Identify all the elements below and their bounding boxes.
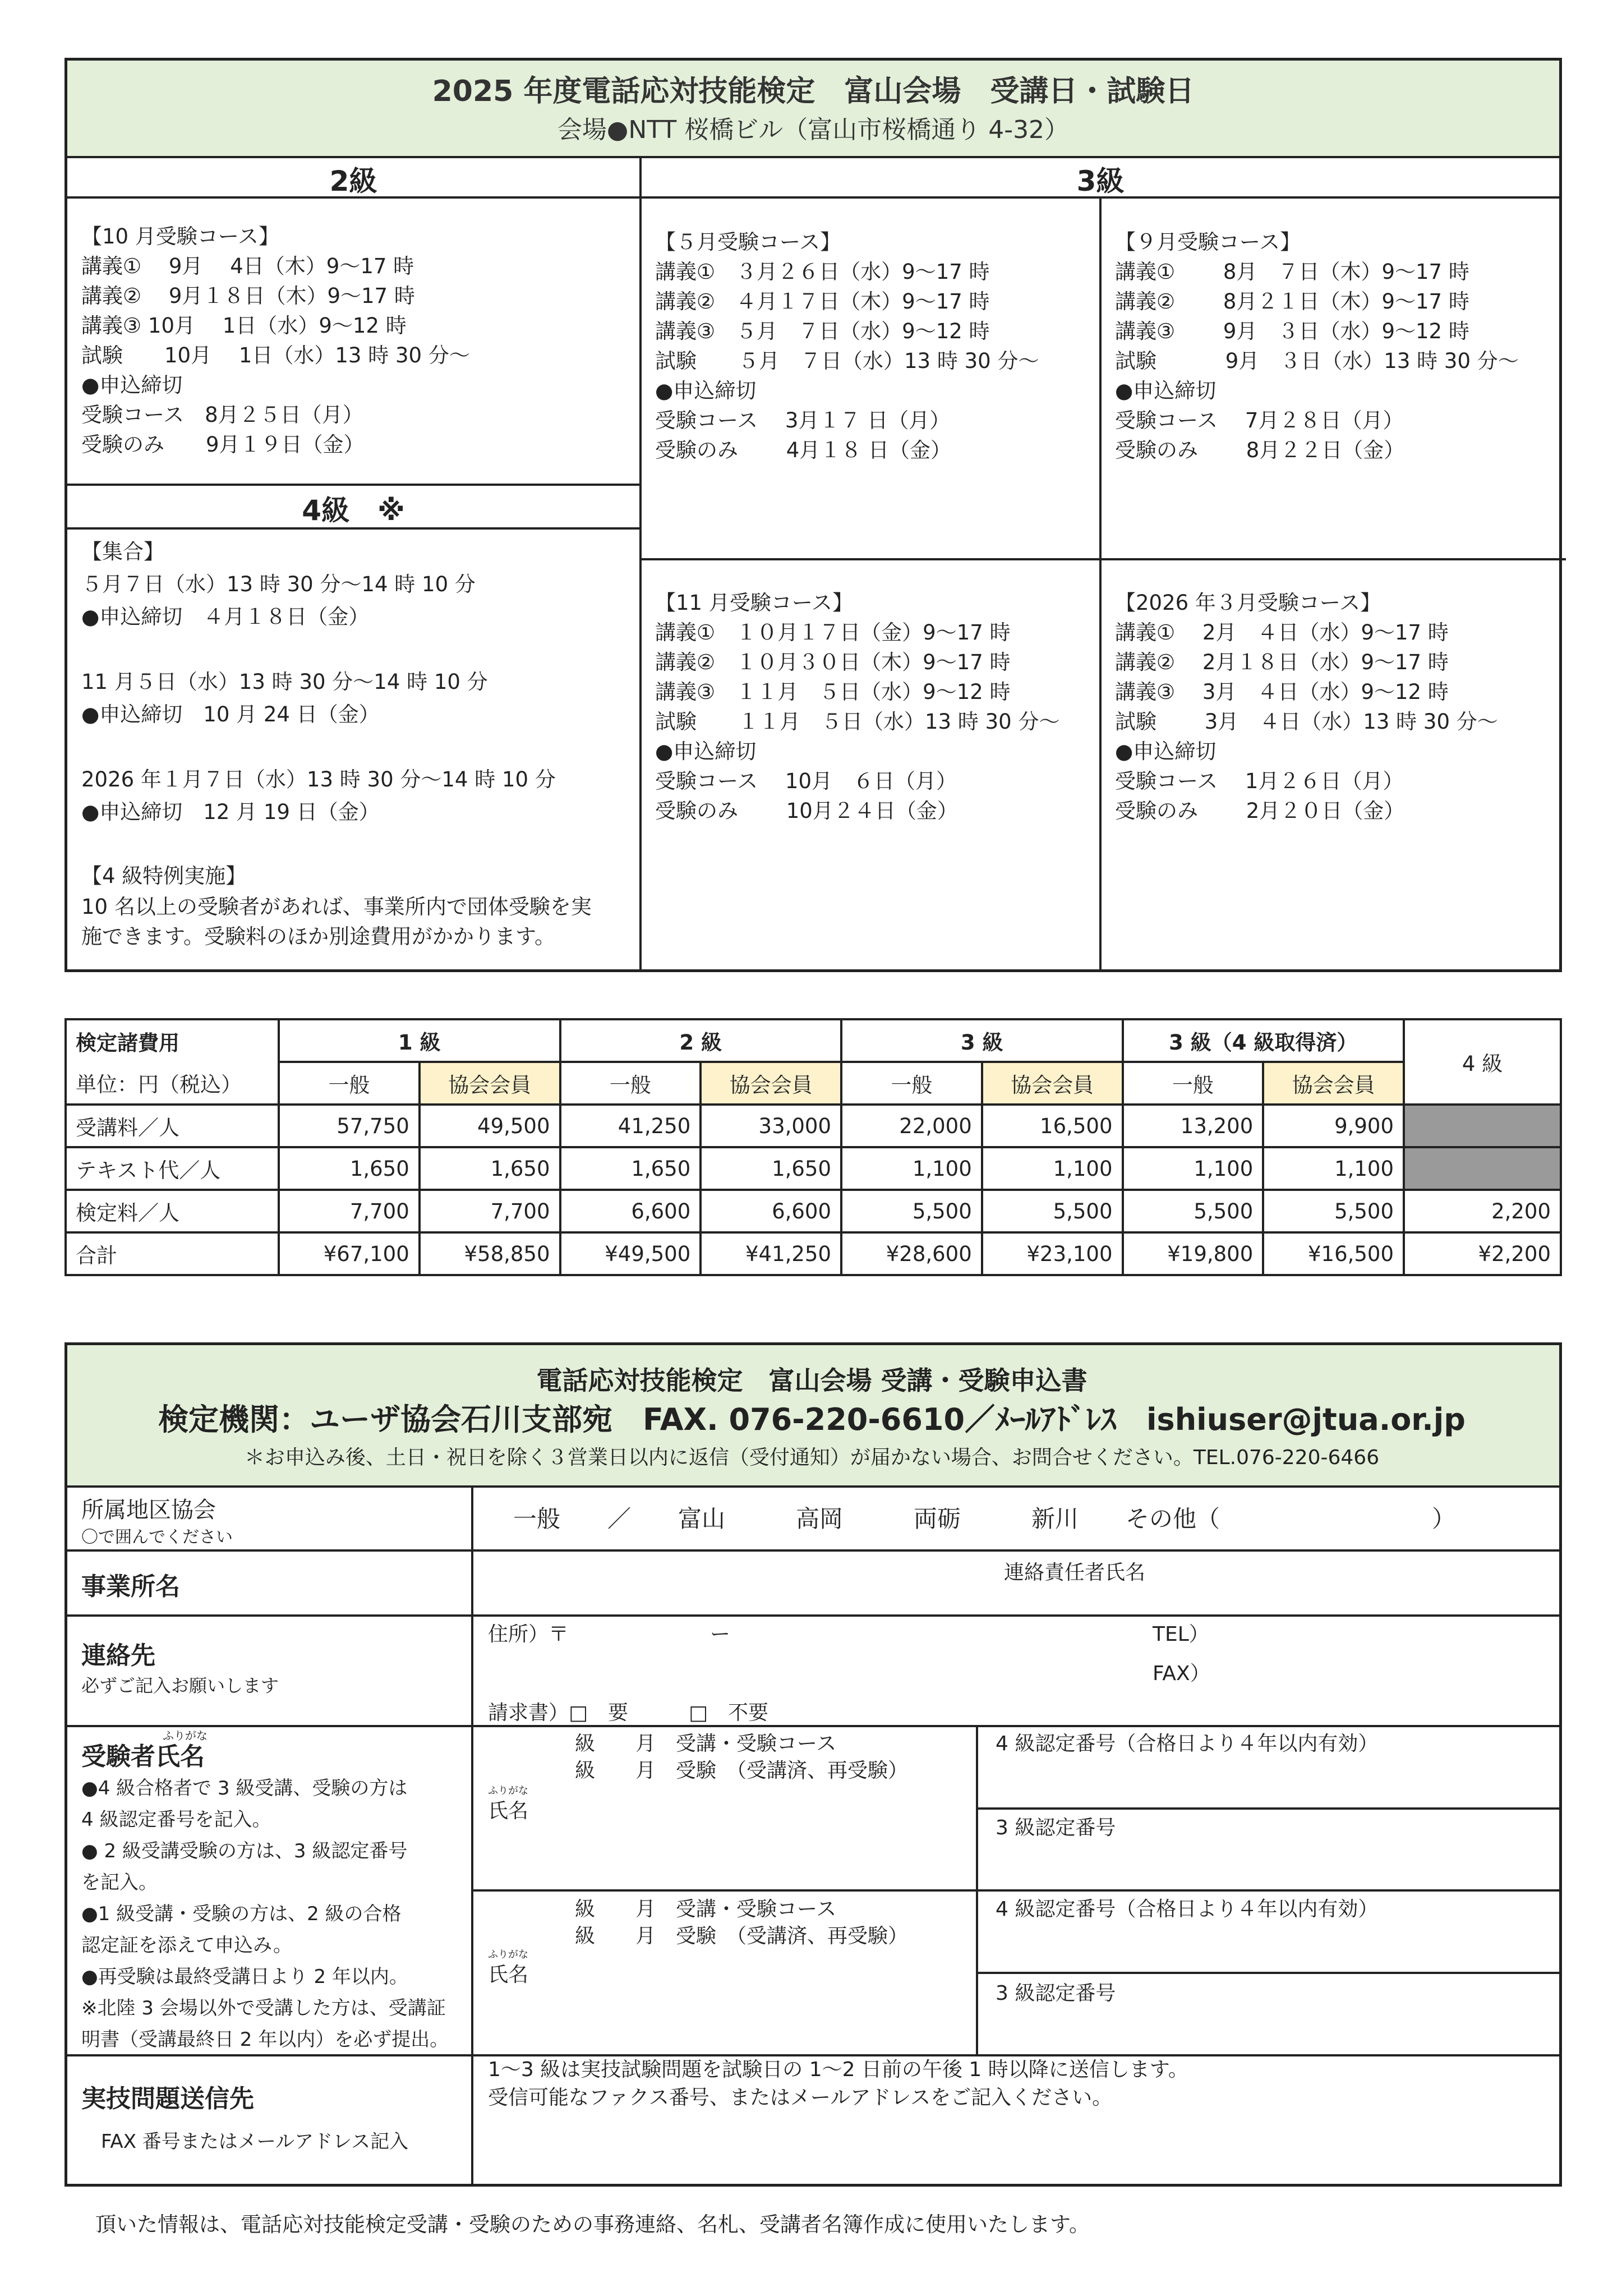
region-sub: 〇で囲んでください [81, 1527, 233, 1547]
fee-cell: ¥23,100 [982, 1232, 1123, 1275]
g3-cert-label-1: 3 級認定番号 [996, 1816, 1116, 1839]
fee-grade-2: 2 級 [560, 1019, 842, 1062]
fee-cell: 9,900 [1263, 1105, 1404, 1147]
fee-cell: 5,500 [1263, 1190, 1404, 1232]
fee-col-member: 協会会員 [982, 1062, 1123, 1105]
fee-cell: 6,600 [701, 1190, 841, 1232]
fee-cell: 16,500 [982, 1105, 1123, 1147]
sched-header-divider [64, 156, 1562, 158]
fee-cell: 7,700 [279, 1190, 420, 1232]
fee-cell: 1,100 [1123, 1147, 1264, 1190]
fee-cell: 1,100 [1263, 1147, 1404, 1190]
g3-col-divider [1099, 197, 1102, 970]
fee-cell: 1,650 [420, 1147, 560, 1190]
g4-special-title: 【4 級特例実施】 [81, 864, 247, 888]
region-options[interactable]: 一般 ／ 富山 高岡 両砺 新川 その他（ ） [513, 1505, 1456, 1533]
fee-cell: 57,750 [279, 1105, 420, 1147]
contact-label: 連絡先 [81, 1641, 155, 1670]
fee-row-lecture [66, 1105, 1561, 1147]
applicant-label: 受験者氏名 [81, 1742, 205, 1771]
fee-cell: 41,250 [560, 1105, 701, 1147]
send-info: 1〜3 級は実技試験問題を試験日の 1〜2 日前の午後 1 時以降に送信します。 受信可能なファクス番号、またはメールアドレスをご記入ください。 [488, 2058, 1188, 2109]
cert-col-divider [976, 1726, 978, 2055]
fax-field[interactable]: FAX） [1153, 1662, 1210, 1685]
invoice-options[interactable]: 請求書）□ 要 □ 不要 [488, 1701, 769, 1724]
fee-cell: 1,650 [701, 1147, 841, 1190]
fee-col-member: 協会会員 [701, 1062, 841, 1105]
sched-border-top [64, 58, 1562, 61]
form-border-right [1559, 1342, 1562, 2187]
g3-cert-label-2: 3 級認定番号 [996, 1982, 1116, 2005]
fees-title: 検定諸費用 [66, 1019, 279, 1062]
fee-cell: 5,500 [982, 1190, 1123, 1232]
cert-divider-2 [977, 1972, 1560, 1974]
fee-cell-na [1404, 1105, 1561, 1147]
fees-unit: 単位：円（税込） [66, 1062, 279, 1105]
fee-cell: 1,100 [841, 1147, 982, 1190]
applicant-furigana: ふりがな [163, 1729, 208, 1742]
form-header-divider [64, 1485, 1562, 1488]
fee-col-general: 一般 [841, 1062, 982, 1105]
form-org: 検定機関：ユーザ協会石川支部宛 FAX. 076-220-6610／ﾒｰﾙｱﾄﾞﾚｽ ishiuser@jtua.or.jp [158, 1402, 1466, 1437]
contact-sub: 必ずご記入お願いします [81, 1675, 279, 1696]
schedule-title: 2025 年度電話応対技能検定 富山会場 受講日・試験日 [432, 75, 1195, 108]
fee-cell: ¥16,500 [1263, 1232, 1404, 1275]
fee-cell: 6,600 [560, 1190, 701, 1232]
form-row-divider-2 [64, 1614, 1562, 1617]
exam-choice-2[interactable]: 級 月 受験 （受講済、再受験） [575, 1925, 909, 1948]
course-g3-september: 【９月受験コース】 講義① 8月 ７日（木）9〜17 時 講義② 8月２１日（木）9〜17 時 講義③ 9月 ３日（水）9〜12 時 試験 9月 ３日（水）13 時 30 分〜 ●申込締切 受験コース 7月２８日（月） 受験のみ 8月２２日（金） [1115, 230, 1519, 462]
g4-special-body: 10 名以上の受験者があれば、事業所内で団体受験を実 施できます。受験料のほか別途費用がかかります。 [81, 895, 592, 949]
g4-divider-top [64, 484, 640, 486]
fee-cell: ¥49,500 [560, 1232, 701, 1275]
name-label-2: 氏名 [488, 1963, 529, 1986]
course-g3-november: 【11 月受験コース】 講義① １０月１７日（金）9〜17 時 講義② １０月３０日（木）9〜17 時 講義③ １１月 ５日（水）9〜12 時 試験 １１月 ５日（水）13 時 30 分〜 ●申込締切 受験コース 10月 ６日（月） 受験のみ 10月２４日（金） [655, 591, 1060, 823]
fee-col-member: 協会会員 [420, 1062, 560, 1105]
fee-row-exam [66, 1190, 1561, 1232]
applicant-notes: ●4 級合格者で 3 級受講、受験の方は 4 級認定番号を記入。 ● 2 級受講受験の方は、3 級認定番号 を記入。 ●1 級受講・受験の方は、2 級の合格 認定証を添えて申込み。 ●再受験は最終受講日より 2 年以内。 ※北陸 3 会場以外で受講した方は、受講証 明書（受講最終日 2 年以内）を必ず提出。 [81, 1777, 449, 2051]
g4-cert-label-2: 4 級認定番号（合格日より４年以内有効） [996, 1898, 1379, 1921]
form-label-divider [471, 1487, 473, 2185]
tel-field[interactable]: TEL） [1153, 1623, 1209, 1646]
send-sub: FAX 番号またはメールアドレス記入 [101, 2131, 409, 2153]
fee-cell: 13,200 [1123, 1105, 1264, 1147]
fee-row-label: テキスト代／人 [66, 1147, 279, 1190]
g3-row-divider [640, 558, 1566, 560]
form-row-divider-1 [64, 1549, 1562, 1552]
fees-table [64, 1018, 1562, 1276]
fee-grade-1: 1 級 [279, 1019, 560, 1062]
fee-row-text [66, 1147, 1561, 1190]
course-g4: 【集合】 ５月７日（水）13 時 30 分〜14 時 10 分 ●申込締切 ４月１８日（金） 11 月５日（水）13 時 30 分〜14 時 10 分 ●申込締切 10 月 24 日（金） 2026 年１月７日（水）13 時 30 分〜14 時 10 分 ●申込締切 12 月 19 日（金） [81, 540, 556, 824]
office-name-field[interactable] [474, 1552, 1556, 1614]
course-choice-2[interactable]: 級 月 受講・受験コース [575, 1898, 837, 1921]
fee-col-member: 協会会員 [1263, 1062, 1404, 1105]
fee-cell: 5,500 [1123, 1190, 1264, 1232]
exam-choice-1[interactable]: 級 月 受験 （受講済、再受験） [575, 1759, 909, 1782]
fee-cell: 22,000 [841, 1105, 982, 1147]
fee-col-general: 一般 [279, 1062, 420, 1105]
contact-person-label: 連絡責任者氏名 [1004, 1561, 1146, 1584]
sched-border-right [1559, 58, 1562, 972]
grade2-header: 2級 [329, 165, 377, 197]
fee-cell: ¥28,600 [841, 1232, 982, 1275]
fee-cell: 1,650 [560, 1147, 701, 1190]
course-choice-1[interactable]: 級 月 受講・受験コース [575, 1732, 837, 1755]
send-destination-field[interactable] [474, 2115, 1556, 2182]
fee-grade-3: 3 級 [841, 1019, 1123, 1062]
name-furigana-2: ふりがな [488, 1949, 528, 1961]
fee-cell-na [1404, 1147, 1561, 1190]
fee-grade-4: 4 級 [1404, 1019, 1561, 1105]
fee-row-label: 検定料／人 [66, 1190, 279, 1232]
g2-g3-divider [639, 157, 642, 970]
sched-border-bottom [64, 969, 1562, 972]
form-border-top [64, 1342, 1562, 1345]
fee-cell: ¥41,250 [701, 1232, 841, 1275]
fee-grade-3-with-4: 3 級（4 級取得済） [1123, 1019, 1404, 1062]
g4-cert-label-1: 4 級認定番号（合格日より４年以内有効） [996, 1732, 1379, 1755]
form-row-divider-3 [64, 1725, 1562, 1727]
fee-cell: 1,100 [982, 1147, 1123, 1190]
privacy-footer: 頂いた情報は、電話応対技能検定受講・受験のための事務連絡、名札、受講者名簿作成に使用いたします。 [95, 2212, 1090, 2237]
grade4-header: 4級 ※ [302, 494, 405, 527]
fee-cell: 5,500 [841, 1190, 982, 1232]
fee-row-label: 受講料／人 [66, 1105, 279, 1147]
fee-cell: 7,700 [420, 1190, 560, 1232]
venue: 会場●NTT 桜橋ビル（富山市桜橋通り 4-32） [557, 116, 1070, 144]
form-border-bottom [64, 2184, 1562, 2187]
fee-cell: 1,650 [279, 1147, 420, 1190]
fee-cell: ¥67,100 [279, 1232, 420, 1275]
fee-cell: 2,200 [1404, 1190, 1561, 1232]
fee-cell: ¥19,800 [1123, 1232, 1264, 1275]
fee-cell: ¥58,850 [420, 1232, 560, 1275]
fee-cell: 33,000 [701, 1105, 841, 1147]
applicant-split [472, 1889, 1560, 1892]
name-furigana-1: ふりがな [488, 1785, 528, 1797]
fee-cell: ¥2,200 [1404, 1232, 1561, 1275]
grade3-header: 3級 [1076, 165, 1125, 197]
form-title: 電話応対技能検定 富山会場 受講・受験申込書 [536, 1365, 1088, 1396]
cert-divider-1 [977, 1807, 1560, 1810]
region-label: 所属地区協会 [81, 1497, 216, 1523]
course-g3-march: 【2026 年３月受験コース】 講義① 2月 ４日（水）9〜17 時 講義② 2月１８日（水）9〜17 時 講義③ 3月 ４日（水）9〜12 時 試験 3月 ４日（水）13 時 30 分〜 ●申込締切 受験コース 1月２６日（月） 受験のみ 2月２０日（金） [1115, 591, 1498, 823]
course-g2-october: 【10 月受験コース】 講義① 9月 4日（木）9〜17 時 講義② 9月１８日（木）9〜17 時 講義③ 10月 1日（水）9〜12 時 試験 10月 1日（水）13 時 30 分〜 ●申込締切 受験コース 8月２５日（月） 受験のみ 9月１９日（金） [81, 224, 470, 457]
fee-row-label: 合計 [66, 1232, 279, 1275]
form-note: ＊お申込み後、土日・祝日を除く３営業日以内に返信（受付通知）が届かない場合、お問合せください。TEL.076-220-6466 [244, 1446, 1380, 1469]
fee-row-total [66, 1232, 1561, 1275]
address-field[interactable]: 住所）〒 ー [488, 1623, 731, 1646]
fee-cell: 49,500 [420, 1105, 560, 1147]
office-label: 事業所名 [81, 1572, 180, 1601]
fee-col-general: 一般 [560, 1062, 701, 1105]
name-label-1: 氏名 [488, 1800, 529, 1823]
fee-col-general: 一般 [1123, 1062, 1264, 1105]
form-border-left [64, 1342, 67, 2187]
course-g3-may: 【５月受験コース】 講義① ３月２６日（水）9〜17 時 講義② ４月１７日（木）9〜17 時 講義③ ５月 ７日（水）9〜12 時 試験 ５月 ７日（水）13 時 30 分〜 ●申込締切 受験コース 3月１７ 日（月） 受験のみ 4月１８ 日（金） [655, 230, 1039, 462]
send-label: 実技問題送信先 [81, 2085, 254, 2113]
